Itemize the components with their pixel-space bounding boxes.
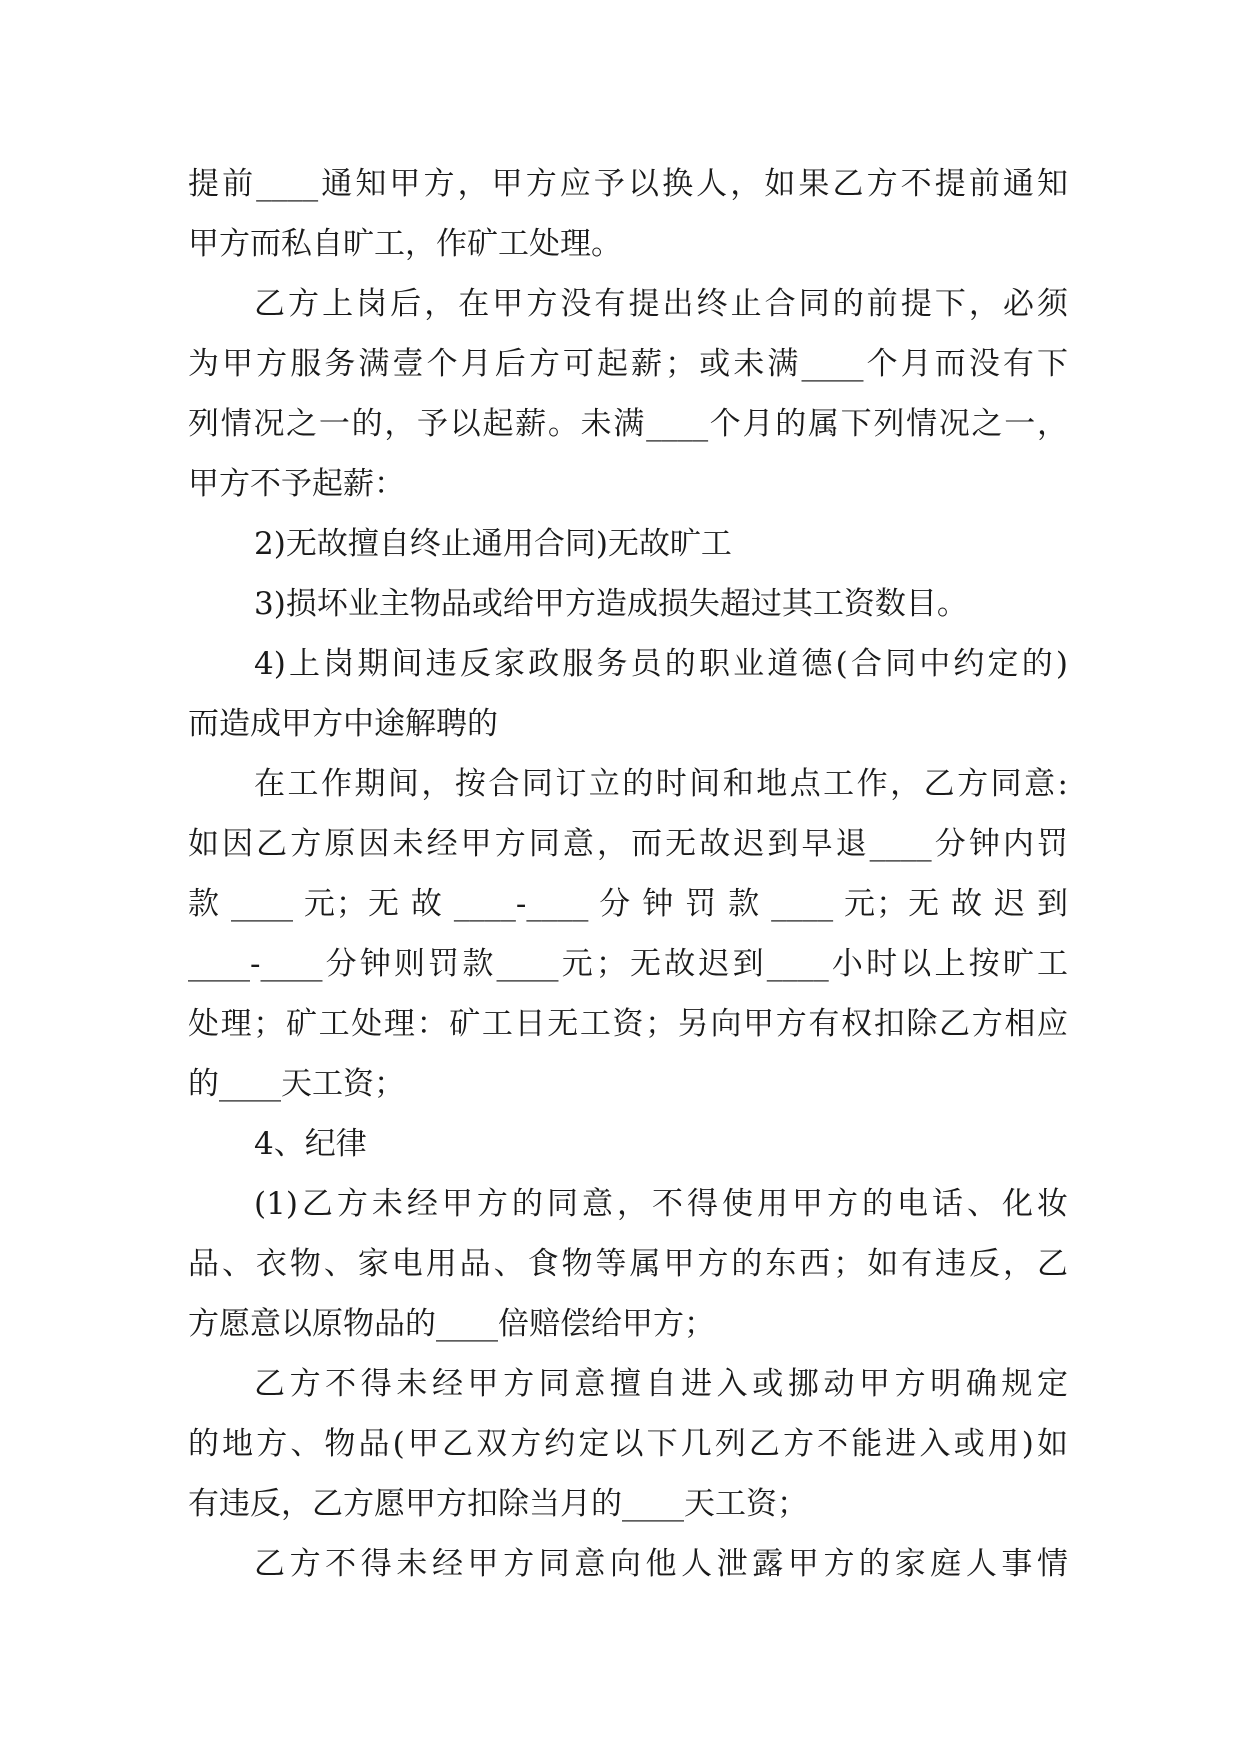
paragraph-start-line: 在工作期间，按合同订立的时间和地点工作，乙方同意: [254,766,1068,802]
text-line: 而造成甲方中途解聘的 [188,706,498,742]
section-heading: 4、纪律 [254,1126,367,1162]
text-line: 品、衣物、家电用品、食物等属甲方的东西；如有违反，乙 [188,1246,1068,1282]
paragraph-start-line: 乙方不得未经甲方同意擅自进入或挪动甲方明确规定 [254,1366,1068,1402]
text-line: 处理；矿工处理：矿工日无工资；另向甲方有权扣除乙方相应 [188,1006,1068,1042]
text-line: 甲方不予起薪： [188,466,405,502]
text-line: 的地方、物品(甲乙双方约定以下几列乙方不能进入或用)如 [188,1426,1068,1462]
text-line: 列情况之一的，予以起薪。未满____个月的属下列情况之一， [188,406,1068,442]
text-line: 的____天工资； [188,1066,405,1102]
list-item: 3)损坏业主物品或给甲方造成损失超过其工资数目。 [254,586,968,622]
paragraph-start-line: (1)乙方未经甲方的同意，不得使用甲方的电话、化妆 [254,1186,1068,1222]
text-line: 为甲方服务满壹个月后方可起薪；或未满____个月而没有下 [188,346,1068,382]
paragraph-start-line: 乙方不得未经甲方同意向他人泄露甲方的家庭人事情 [254,1546,1068,1582]
body-text [188,154,1068,1594]
text-line: 款 ____ 元；无 故 ____-____ 分 钟 罚 款 ____ 元；无 故 迟 到 [188,886,1068,922]
text-line: ____-____分钟则罚款____元；无故迟到____小时以上按旷工 [188,946,1068,982]
list-item: 2)无故擅自终止通用合同)无故旷工 [254,526,732,562]
text-line: 方愿意以原物品的____倍赔偿给甲方； [188,1306,715,1342]
text-line: 如因乙方原因未经甲方同意，而无故迟到早退____分钟内罚 [188,826,1068,862]
paragraph-start-line: 乙方上岗后，在甲方没有提出终止合同的前提下，必须 [254,286,1068,322]
text-line: 提前____通知甲方，甲方应予以换人，如果乙方不提前通知 [188,166,1068,202]
text-line: 有违反，乙方愿甲方扣除当月的____天工资； [188,1486,808,1522]
text-line: 甲方而私自旷工，作矿工处理。 [188,226,622,262]
list-item: 4)上岗期间违反家政服务员的职业道德(合同中约定的) [254,646,1068,682]
